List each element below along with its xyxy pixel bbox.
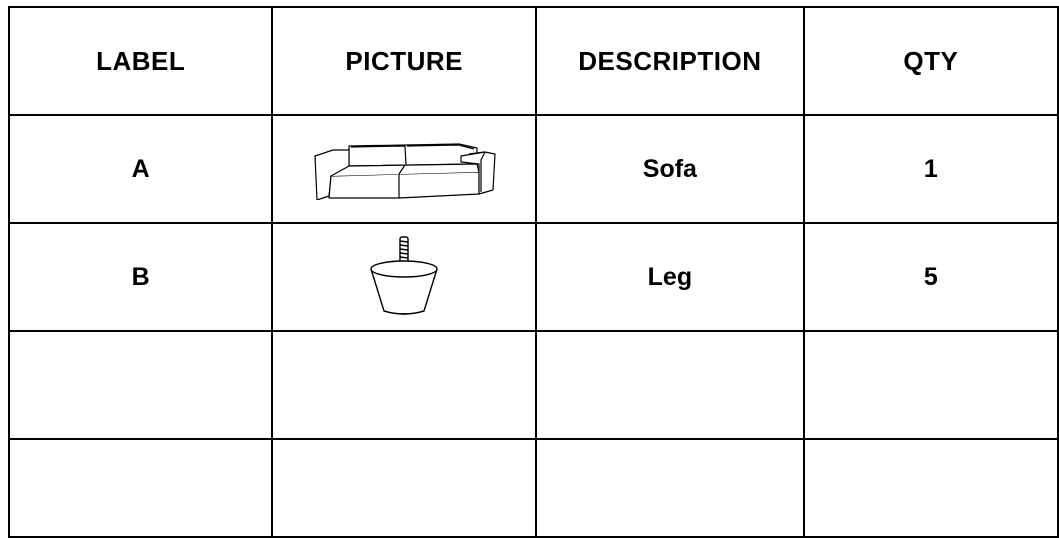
table-row — [9, 223, 1058, 331]
sofa-icon — [309, 138, 499, 200]
cell-description: Leg — [536, 223, 804, 331]
cell-label — [9, 331, 272, 439]
table-row — [9, 331, 1058, 439]
cell-picture — [272, 439, 536, 537]
cell-qty — [804, 331, 1058, 439]
cell-picture — [272, 115, 536, 223]
table-row — [9, 439, 1058, 537]
cell-label: B — [9, 223, 272, 331]
cell-description — [536, 439, 804, 537]
cell-description: Sofa — [536, 115, 804, 223]
cell-qty: 5 — [804, 223, 1058, 331]
table-row — [9, 115, 1058, 223]
cell-qty — [804, 439, 1058, 537]
header-qty: QTY — [804, 7, 1058, 115]
cell-picture — [272, 223, 536, 331]
cell-description — [536, 331, 804, 439]
parts-list-table — [8, 6, 1059, 538]
cell-label — [9, 439, 272, 537]
leg-icon — [364, 235, 444, 319]
header-picture: PICTURE — [272, 7, 536, 115]
table-header-row — [9, 7, 1058, 115]
cell-picture — [272, 331, 536, 439]
cell-label: A — [9, 115, 272, 223]
header-description: DESCRIPTION — [536, 7, 804, 115]
header-label: LABEL — [9, 7, 272, 115]
cell-qty: 1 — [804, 115, 1058, 223]
